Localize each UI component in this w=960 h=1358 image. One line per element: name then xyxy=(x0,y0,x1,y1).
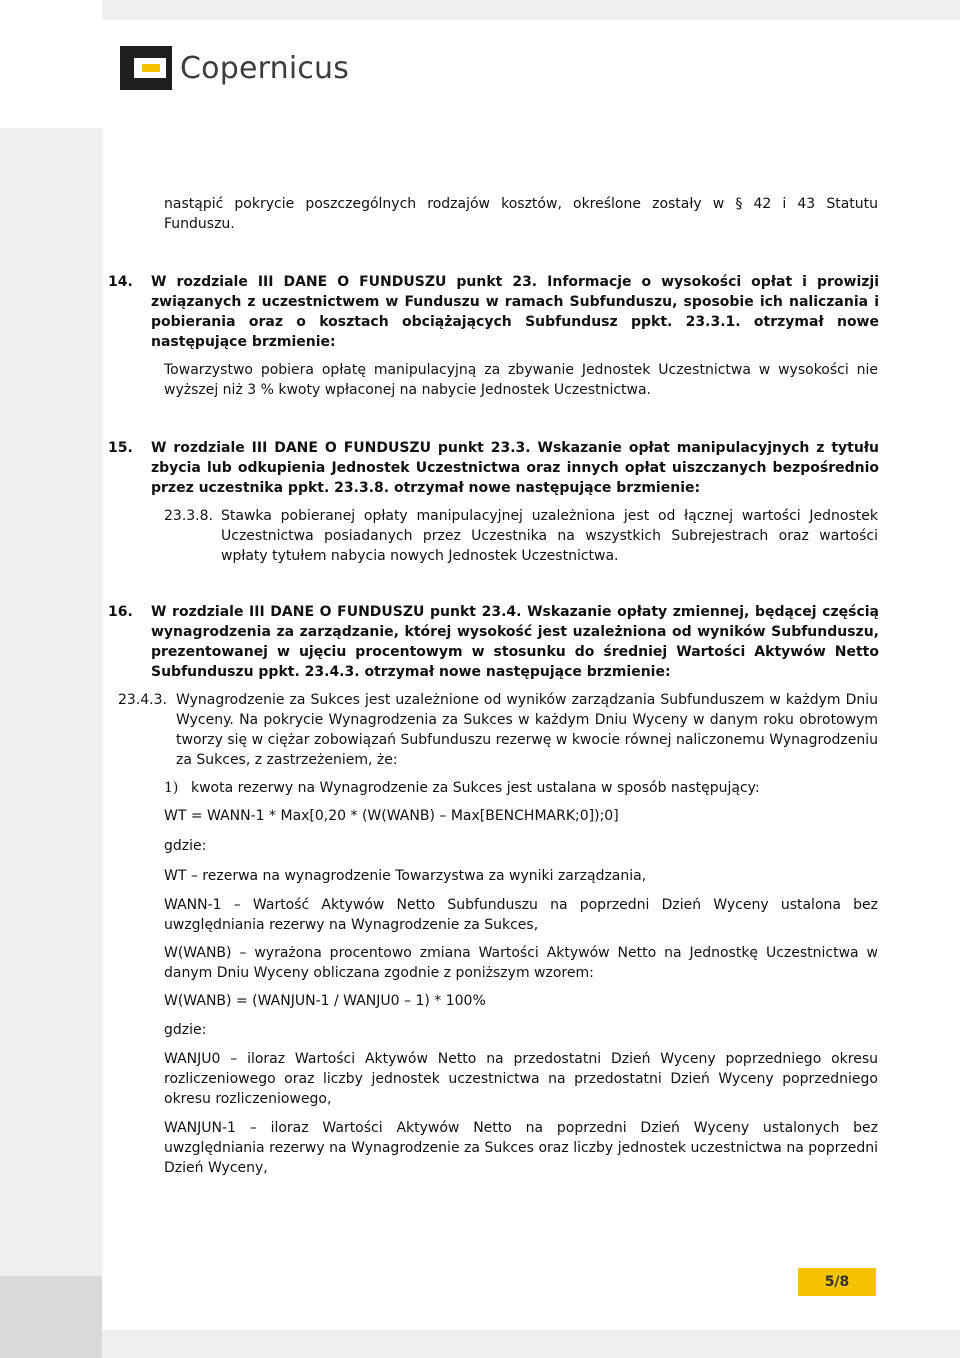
section-16-item-body: Wynagrodzenie za Sukces jest uzależnione od wyników zarządzania Subfunduszem w każdym Dniu Wyceny. Na pokrycie Wynagrodzenia za Sukces w każdym Dniu Wyceny w danym roku obrotowym tworzy się w ciężar zobowiązań Subfunduszu rezerwę w kwocie równej naliczonemu Wynagrodzeniu za Sukces, z zastrzeżeniem, że: xyxy=(176,692,878,768)
section-16-item-number: 23.4.3. xyxy=(118,692,167,708)
left-band xyxy=(0,0,102,1358)
section-14-body: Towarzystwo pobiera opłatę manipulacyjną za zbywanie Jednostek Uczestnictwa w wysokości nie wyższej niż 3 % kwoty wpłaconej na nabycie Jednostek Uczestnictwa. xyxy=(164,362,878,398)
copernicus-logo-icon xyxy=(120,46,172,90)
logo xyxy=(120,44,349,92)
bottom-left-block xyxy=(0,1276,102,1358)
section-15-item-body: Stawka pobieranej opłaty manipulacyjnej uzależniona jest od łącznej wartości Jednostek Uczestnictwa posiadanych przez Uczestnika na wszystkich Subrejestrach oraz wartości wpłaty tytułem nabycia nowych Jednostek Uczestnictwa. xyxy=(221,508,878,564)
logo-text: Copernicus xyxy=(180,50,350,86)
page-number: 5/8 xyxy=(798,1268,876,1296)
intro-line-1: nastąpić pokrycie poszczególnych rodzajów kosztów, określone zostały w § 42 i 43 Statutu xyxy=(164,196,878,212)
section-16-number: 16. xyxy=(108,604,133,620)
top-band xyxy=(102,0,960,20)
definition-wt: WT – rezerwa na wynagrodzenie Towarzystwa za wyniki zarządzania, xyxy=(164,868,647,884)
definition-wwanb: W(WANB) – wyrażona procentowo zmiana Wartości Aktywów Netto na Jednostkę Uczestnictwa w danym Dniu Wyceny obliczana zgodnie z poniższym wzorem: xyxy=(164,945,878,981)
list-marker: 1) xyxy=(164,780,179,796)
section-15-number: 15. xyxy=(108,440,133,456)
definition-wann: WANN-1 – Wartość Aktywów Netto Subfunduszu na poprzedni Dzień Wyceny ustalona bez uwzględniania rezerwy na Wynagrodzenie za Sukces, xyxy=(164,897,878,933)
definition-wanjun: WANJUN-1 – iloraz Wartości Aktywów Netto na poprzedni Dzień Wyceny ustalonych bez uwzględniania rezerwy na Wynagrodzenie za Sukces oraz liczby jednostek uczestnictwa na poprzedni Dzień Wyceny, xyxy=(164,1120,878,1176)
left-band-top xyxy=(0,0,102,128)
formula-wt: WT = WANN-1 * Max[0,20 * (W(WANB) – Max[BENCHMARK;0]);0] xyxy=(164,808,619,824)
list-item-text: kwota rezerwy na Wynagrodzenie za Sukces jest ustalana w sposób następujący: xyxy=(191,780,760,796)
bottom-band xyxy=(102,1330,960,1358)
section-16-heading: W rozdziale III DANE O FUNDUSZU punkt 23.4. Wskazanie opłaty zmiennej, będącej częścią wynagrodzenia za zarządzanie, której wysokość jest uzależniona od wyników Subfunduszu, prezentowanej w ujęciu procentowym w stosunku do średniej Wartości Aktywów Netto Subfunduszu ppkt. 23.4.3. otrzymał nowe następujące brzmienie: xyxy=(151,604,879,680)
section-14-number: 14. xyxy=(108,274,133,290)
formula-wwanb: W(WANB) = (WANJUN-1 / WANJU0 – 1) * 100% xyxy=(164,993,486,1009)
gdzie-label-2: gdzie: xyxy=(164,1022,207,1038)
section-15-item-number: 23.3.8. xyxy=(164,508,213,524)
intro-line-2: Funduszu. xyxy=(164,216,235,232)
gdzie-label-1: gdzie: xyxy=(164,838,207,854)
section-15-heading: W rozdziale III DANE O FUNDUSZU punkt 23.3. Wskazanie opłat manipulacyjnych z tytułu zbycia lub odkupienia Jednostek Uczestnictwa oraz innych opłat uiszczanych bezpośrednio przez uczestnika ppkt. 23.3.8. otrzymał nowe następujące brzmienie: xyxy=(151,440,879,496)
definition-wanju0: WANJU0 – iloraz Wartości Aktywów Netto na przedostatni Dzień Wyceny poprzedniego okresu rozliczeniowego oraz liczby jednostek uczestnictwa na przedostatni Dzień Wyceny poprzedniego okresu rozliczeniowego, xyxy=(164,1051,878,1107)
section-14-heading: W rozdziale III DANE O FUNDUSZU punkt 23. Informacje o wysokości opłat i prowizji związanych z uczestnictwem w Funduszu w ramach Subfunduszu, sposobie ich naliczania i pobierania oraz o kosztach obciążających Subfundusz ppkt. 23.3.1. otrzymał nowe następujące brzmienie: xyxy=(151,274,879,350)
